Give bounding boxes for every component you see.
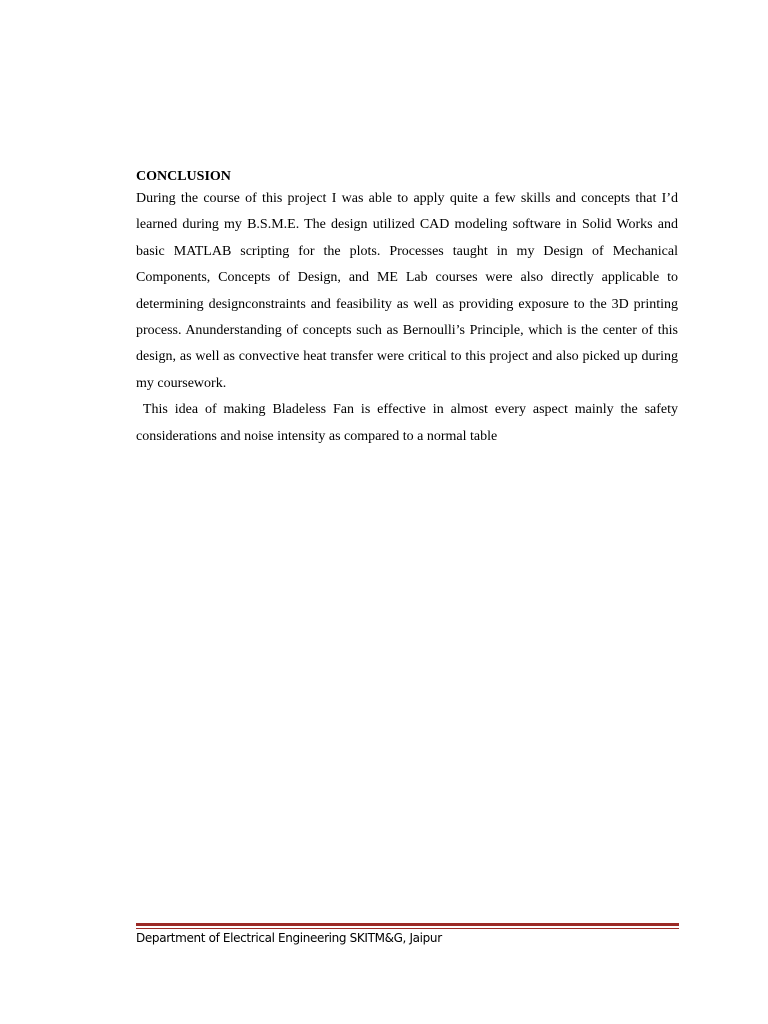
conclusion-paragraph-2: This idea of making Bladeless Fan is effective in almost every aspect mainly the safety considerations and noise intensity as compared to a normal table: [136, 402, 682, 444]
conclusion-paragraph-1: During the course of this project I was able to apply quite a few skills and concepts that I’d learned during my B.S.M.E. The design utilized CAD modeling software in Solid Works and basic MATLAB scripting for the plots. Processes taught in my Design of Mechanical Components, Concepts of Design, and ME Lab courses were also directly applicable to determining designconstraints and feasibility as well as providing exposure to the 3D printing process. Anunderstanding of concepts such as Bernoulli’s Principle, which is the center of this design, as well as convective heat transfer were critical to this project and also picked up during my coursework.: [136, 191, 678, 391]
footer-divider-thin-line: [136, 928, 679, 929]
footer-divider-thick-line: [136, 923, 679, 926]
conclusion-section: [136, 168, 682, 450]
section-heading: CONCLUSION: [136, 169, 231, 184]
footer-divider: [136, 923, 679, 929]
footer-department-text: Department of Electrical Engineering SKITM&G, Jaipur: [136, 931, 442, 945]
